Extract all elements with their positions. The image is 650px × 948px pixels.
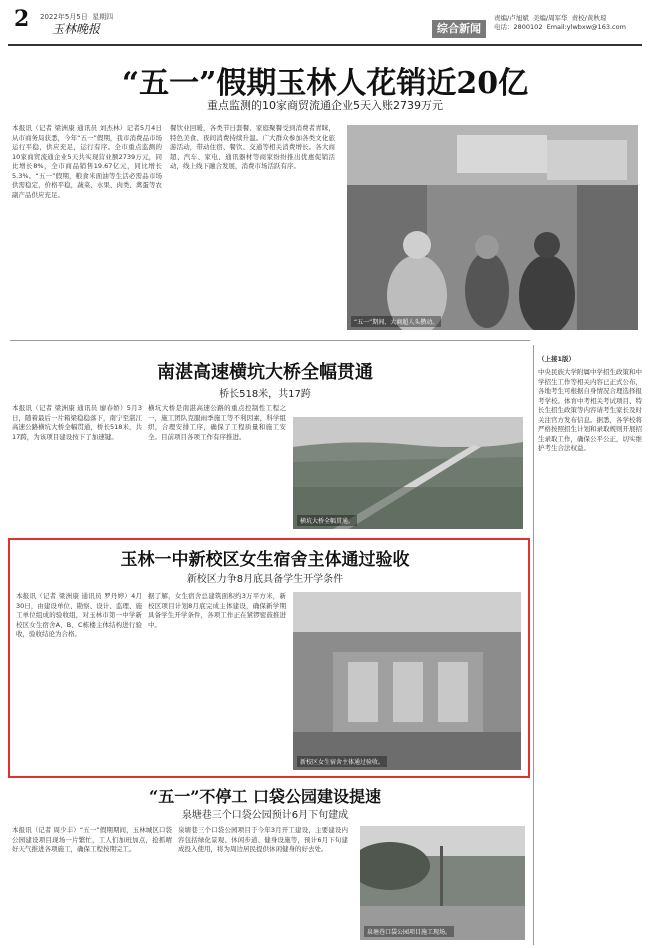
section-badge: 综合新闻	[432, 20, 486, 38]
paper-name: 玉林晚报	[52, 22, 101, 36]
story2-photo	[293, 417, 523, 529]
dormitory-scene	[293, 592, 521, 770]
story4-headline: “五一”不停工 口袋公园建设提速	[149, 787, 381, 806]
story1-headline: “五一”假期玉林人花销近20亿	[121, 66, 529, 101]
story3-photo-caption: 新校区女生宿舍主体通过验收。	[297, 756, 387, 767]
sidebar-heading: （上接1版）	[538, 355, 576, 363]
story3-subheadline: 新校区力争8月底具备学生开学条件	[186, 574, 344, 585]
story2-column-2: 横坑大桥是南湛高速公路的重点控制性工程之一，施工团队克服雨季施工等不利因素，科学组织，合理安排工序，确保了工程质量和施工安全。目前项目各项工作有序推进。	[148, 404, 286, 441]
supermarket-scene	[347, 125, 638, 330]
story2-photo-caption: 横坑大桥全幅贯通。	[297, 515, 357, 526]
story2-headline: 南湛高速横坑大桥全幅贯通	[157, 362, 373, 383]
story4-photo	[360, 826, 525, 940]
story4-column-1: 本报讯（记者 周少丰）“五一”假期期间，玉林城区口袋公园建设项目现场一片繁忙，工人们加班加点，抢抓晴好天气推进各项施工，确保工程按期完工。	[12, 826, 172, 853]
story3-column-1: 本报讯（记者 梁洲康 通讯员 罗丹婷）4月30日，由建设单位、勘察、设计、监理、施工单位组成的验收组，对玉林市第一中学新校区女生宿舍A、B、C栋楼主体结构进行验收，验收结论为合格。	[16, 592, 142, 638]
editor-info	[494, 14, 626, 32]
sidebar-body: 中央民族大学附属中学招生政策和中学招生工作等相关内容已正式公布，各地考生可根据自身情况合理选择报考学校。体育中考相关考试项目、特长生招生政策等内容请考生家长及时关注官方发布信息。据悉，各学校将严格按照招生计划和录取规则开展招生录取工作，确保公平公正，切实维护考生合法权益。	[538, 368, 642, 452]
sidebar-divider	[533, 345, 534, 945]
story1-subheadline: 重点监测的10家商贸流通企业5天入账2739万元	[207, 99, 443, 112]
story1-photo-caption: “五一”期间，大商超人头攒动。	[351, 316, 441, 327]
page-number: 2	[14, 6, 30, 32]
issue-date: 2022年5月5日	[40, 13, 88, 21]
story3-column-2: 据了解，女生宿舍总建筑面积约3万平方米，新校区项目计划8月底完成主体建设，确保新学期具备学生开学条件，各项工作正在紧锣密鼓推进中。	[148, 592, 286, 629]
story1-column-1: 本报讯（记者 梁洲康 通讯员 刘杰林）记者5月4日从市商务局获悉，今年“五一”假期，我市消费品市场运行平稳，供应充足，运行有序。全市重点监测的10家商贸流通企业5天共实现营业额2739万元，同比增长8%，全市商品销售19.67亿元，同比增长5.3%。“五一”假期，粮食米面油等生活必需品市场供需稳定，价格平稳，蔬菜、水果、肉类、禽蛋等农副产品供应充足。	[12, 124, 162, 199]
bridge-scene	[293, 417, 523, 529]
section-divider-1	[10, 340, 530, 341]
story3-photo	[293, 592, 521, 770]
editor-info-line-2: 电话：2800102 Email:ylwbxw@163.com	[494, 23, 626, 31]
story4-column-2: 泉塘巷三个口袋公园项目于今年3月开工建设，主要建设内容包括绿化景观、休闲步道、健身设施等，预计6月下旬建成投入使用，将为周边居民提供休闲健身的好去处。	[178, 826, 348, 853]
story4-subheadline: 泉塘巷三个口袋公园预计6月下旬建成	[181, 810, 349, 821]
park-construction-scene	[360, 826, 525, 940]
issue-weekday: 星期四	[92, 13, 114, 21]
story2-subheadline: 桥长518米，共17跨	[219, 389, 311, 400]
story3-headline: 玉林一中新校区女生宿舍主体通过验收	[120, 550, 410, 570]
editor-info-line-1: 责编/卢旭斌 美编/周军华 责校/黄秋琼	[494, 14, 607, 22]
header-rule	[8, 44, 642, 46]
story1-photo	[347, 125, 638, 330]
story2-column-1: 本报讯（记者 梁洲康 通讯员 廖春娇）5月3日，随着最后一片箱梁稳稳落下，南宁至湛江高速公路横坑大桥全幅贯通，桥长518米，共17跨，为该项目建设按下了加速键。	[12, 404, 142, 441]
story4-photo-caption: 泉塘巷口袋公园项目施工现场。	[364, 926, 454, 937]
story1-column-2: 餐饮业回暖，各类节日套餐、家庭聚餐受到消费者青睐，特色美食、夜间消费持续升温。广大群众参加各类文化旅游活动，带动住宿、餐饮、交通等相关消费增长。各大商超、汽车、家电、通讯器材等商家纷纷推出优惠促销活动，线上线下融合发展，消费市场活跃有序。	[170, 124, 335, 170]
